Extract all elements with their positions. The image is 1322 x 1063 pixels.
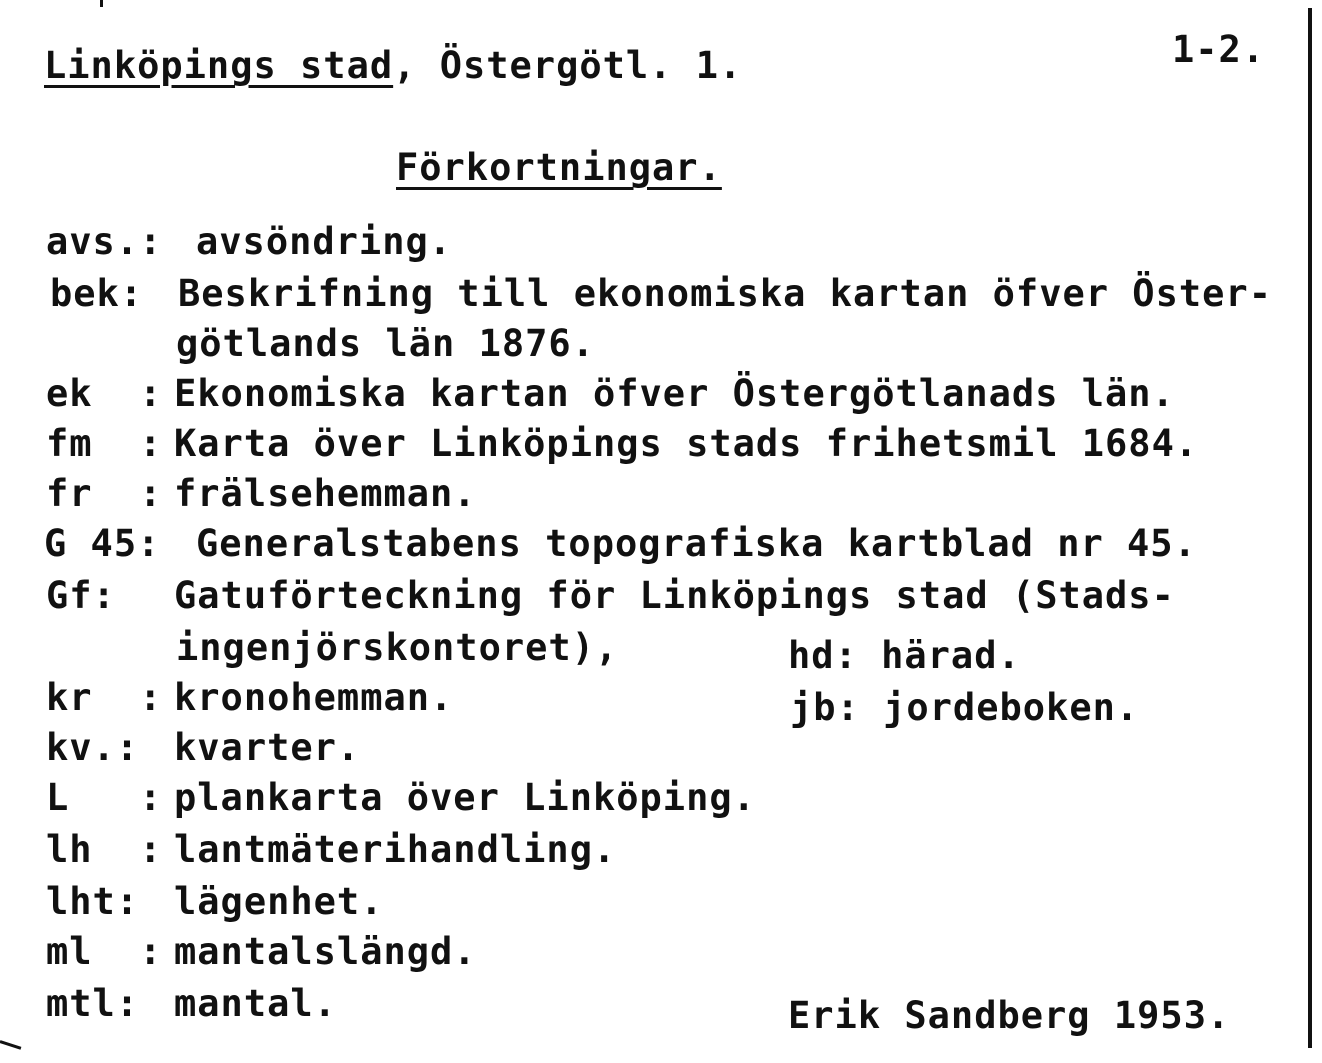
entry-abbr: lh : — [46, 828, 163, 871]
entry-text: frälsehemman. — [174, 472, 477, 515]
entry-abbr: ek : — [46, 372, 163, 415]
entry-abbr: ml : — [46, 930, 163, 973]
entry-text: Gatuförteckning för Linköpings stad (Stads- — [174, 574, 1175, 617]
page-title: Förkortningar. — [396, 146, 722, 189]
side-entry-abbr: jb: — [790, 686, 860, 729]
entry-abbr: G 45: — [44, 522, 161, 565]
entry-abbr: kr : — [46, 676, 163, 719]
card-right-edge — [1308, 8, 1312, 1048]
card-number: 1-2. — [1172, 28, 1266, 71]
card-top-mark — [100, 0, 103, 7]
entry-text: lantmäterihandling. — [174, 828, 617, 871]
side-entry-text: härad. — [881, 634, 1021, 677]
entry-text: lägenhet. — [174, 880, 384, 923]
entry-continuation: götlands län 1876. — [176, 322, 595, 365]
side-entry-jb — [790, 686, 1139, 730]
entry-text: mantalslängd. — [174, 930, 477, 973]
signature: Erik Sandberg 1953. — [788, 994, 1231, 1037]
entry-abbr: fm : — [46, 422, 163, 465]
entry-text: avsöndring. — [196, 220, 453, 263]
entry-text: kvarter. — [174, 726, 361, 769]
entry-text: Karta över Linköpings stads frihetsmil 1684. — [174, 422, 1199, 465]
entry-text: mantal. — [174, 982, 337, 1025]
side-entry-hd — [788, 634, 1021, 678]
entry-text: kronohemman. — [174, 676, 454, 719]
entry-abbr: avs.: — [46, 220, 163, 263]
entry-abbr: L : — [46, 776, 163, 819]
entry-continuation: ingenjörskontoret), — [176, 626, 619, 669]
entry-abbr: lht: — [46, 880, 140, 923]
entry-text: Ekonomiska kartan öfver Östergötlanads län. — [174, 372, 1175, 415]
entry-text: plankarta över Linköping. — [174, 776, 756, 819]
header-place-rest: , Östergötl. 1. — [393, 44, 743, 87]
entry-text: Beskrifning till ekonomiska kartan öfver Öster- — [178, 272, 1272, 315]
side-entry-text: jordeboken. — [883, 686, 1140, 729]
entry-abbr: mtl: — [46, 982, 140, 1025]
entry-text: Generalstabens topografiska kartblad nr 45. — [196, 522, 1197, 565]
header-place: Linköpings stad — [44, 44, 394, 87]
entry-abbr: kv.: — [46, 726, 140, 769]
entry-abbr: fr : — [46, 472, 163, 515]
card-header — [44, 44, 742, 88]
entry-abbr: bek: — [50, 272, 144, 315]
card-bottom-mark — [0, 1040, 21, 1050]
side-entry-abbr: hd: — [788, 634, 858, 677]
entry-abbr: Gf: — [46, 574, 116, 617]
